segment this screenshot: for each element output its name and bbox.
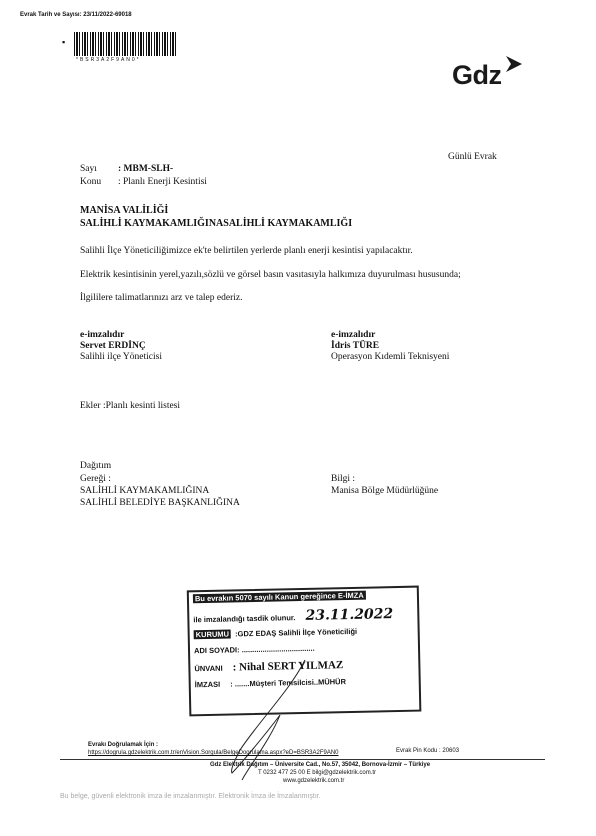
- konu-label: Konu: [80, 177, 102, 187]
- ekler: Ekler :Planlı kesinti listesi: [80, 401, 181, 411]
- konu-value: : Planlı Enerji Kesintisi: [118, 177, 207, 187]
- geregi-item-2: SALİHLİ BELEDİYE BAŞKANLIĞINA: [80, 498, 240, 508]
- sayi-value: : MBM-SLH-: [118, 164, 174, 174]
- geregi-label: Gereği :: [80, 474, 111, 484]
- evrak-tarih-sayi: Evrak Tarih ve Sayısı: 23/11/2022-69018: [20, 12, 132, 18]
- stamp-unvani: ÜNVANI : Nihal SERT YILMAZ: [194, 659, 344, 674]
- footer-company: Gdz Elektrik Dağıtım – Üniversite Cad., No.57, 35042, Bornova-İzmir – Türkiye: [210, 762, 431, 768]
- stamp-line1: Bu evrakın 5070 sayılı Kanun gereğince E-İMZA: [194, 590, 364, 604]
- addressee-line1: MANİSA VALİLİĞİ: [80, 205, 169, 216]
- stamp-imzasi: İMZASI : .......Müşteri Temsilcisi..MÜHÜR: [194, 677, 347, 690]
- barcode-mark: ▪: [62, 37, 66, 47]
- logo-arrow-icon: [504, 54, 524, 76]
- addressee-line2: SALİHLİ KAYMAKAMLIĞINASALİHLİ KAYMAKAMLIĞI: [80, 218, 353, 229]
- gdz-logo: [452, 60, 502, 91]
- evrak-pin-kodu: Evrak Pin Kodu : 20603: [396, 748, 460, 754]
- geregi-item-1: SALİHLİ KAYMAKAMLIĞINA: [80, 486, 210, 496]
- stamp-adi-soyadi: ADI SOYADI: ...................................: [193, 643, 315, 656]
- left-signer-name: Servet ERDİNÇ: [80, 341, 146, 351]
- stamp-kurumu: KURUMU :GDZ EDAŞ Salihli İlçe Yöneticiliği: [195, 626, 358, 640]
- body-paragraph-1: Salihli İlçe Yöneticiliğimizce ek'te belirtilen yerlerde planlı enerji kesintisi yapılacaktır.: [80, 246, 413, 256]
- footer-divider: [60, 759, 545, 760]
- left-signer-title: Salihli ilçe Yöneticisi: [80, 352, 162, 362]
- body-paragraph-2: Elektrik kesintisinin yerel,yazılı,sözlü ve görsel basın vasıtasıyla halkımıza duyurulması hususunda;: [80, 270, 461, 280]
- right-eimza: e-imzalıdır: [331, 330, 376, 340]
- sayi-label: Sayı: [80, 164, 97, 174]
- right-signer-name: İdris TÜRE: [331, 341, 380, 351]
- body-paragraph-3: İlgililere talimatlarınızı arz ve talep ederiz.: [80, 293, 243, 303]
- dogrulama-url[interactable]: https://dogrula.gdzelektrik.com.tr/enVision.Sorgula/BelgeDogrulama.aspx?eD=BSR3A2F9AN0: [88, 750, 339, 756]
- right-signer-title: Operasyon Kıdemli Teknisyeni: [331, 352, 450, 362]
- dagitim-label: Dağıtım: [80, 461, 112, 471]
- barcode-text: *BSR3A2F9AN0*: [76, 57, 141, 63]
- barcode-icon: [74, 32, 178, 56]
- dogrulama-label: Evrakı Doğrulamak İçin :: [88, 742, 159, 748]
- footer-web[interactable]: www.gdzelektrik.com.tr: [283, 778, 345, 784]
- footer-faded-note: Bu belge, güvenli elektronik imza ile imzalanmıştır. Elektronik İmza ile İmzalanmıştır.: [60, 793, 321, 800]
- logo-text: Gdz: [452, 60, 502, 90]
- bilgi-item-1: Manisa Bölge Müdürlüğüne: [331, 486, 439, 496]
- gunlu-evrak: Günlü Evrak: [448, 152, 497, 162]
- footer-phone: T 0232 477 25 00 E bilgi@gdzelektrik.com.tr: [258, 770, 377, 776]
- bilgi-label: Bilgi :: [331, 474, 356, 484]
- left-eimza: e-imzalıdır: [80, 330, 125, 340]
- stamp-handwritten-date: 23.11.2022: [305, 606, 394, 624]
- stamp-line2: ile imzalandığı tasdik olunur. 23.11.2022: [193, 606, 394, 625]
